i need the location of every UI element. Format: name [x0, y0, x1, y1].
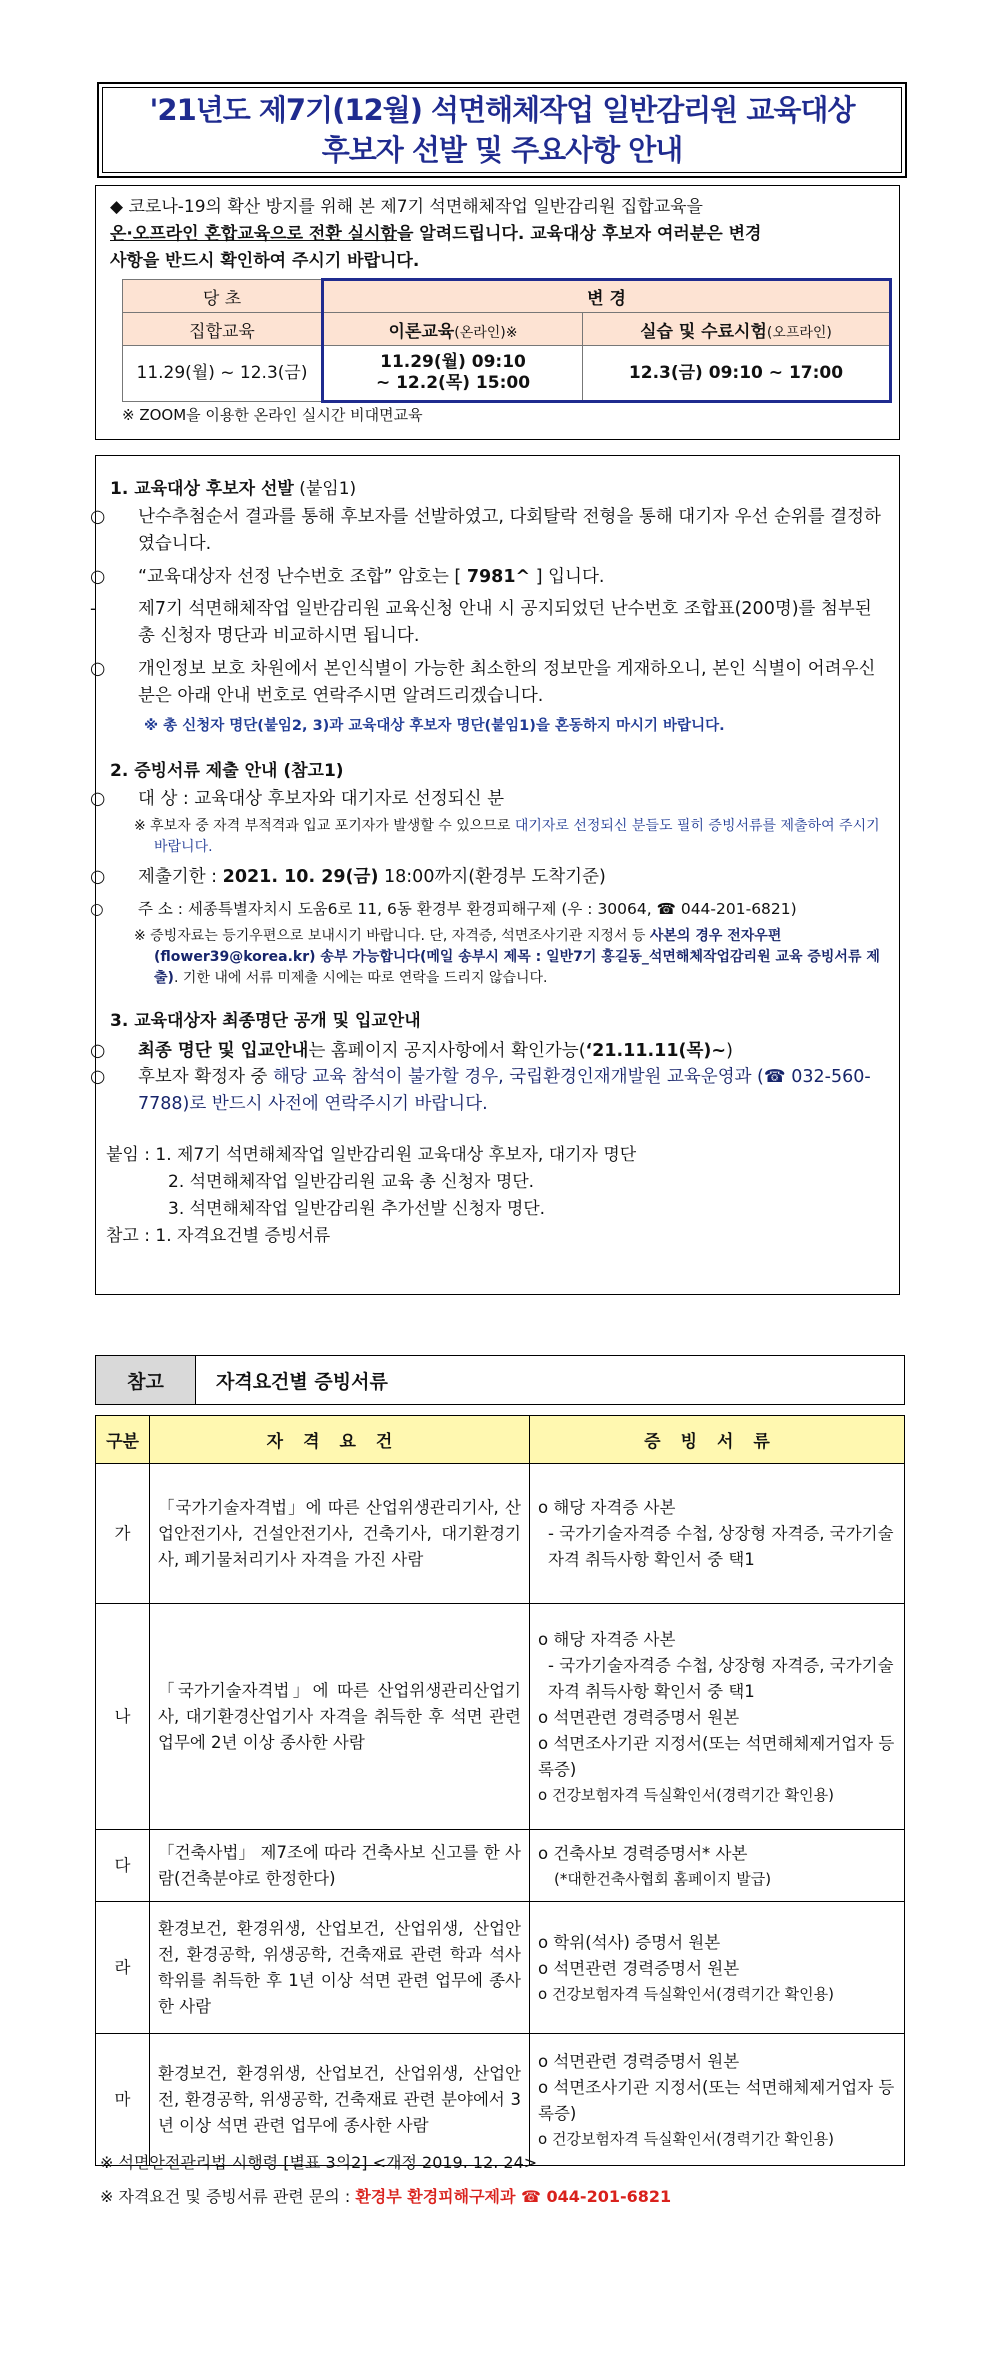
reference-header	[95, 1355, 905, 1405]
diamond-bullet-icon: ◆	[110, 197, 124, 217]
footer-law: ※ 석면안전관리법 시행령 [별표 3의2] <개정 2019. 12. 24>	[100, 2153, 538, 2172]
attachment-2: 2. 석면해체작업 일반감리원 교육 총 신청자 명단.	[168, 1172, 535, 1192]
section2-target: ○ 대 상 : 교육대상 후보자와 대기자로 선정되신 분	[90, 789, 505, 809]
table-row	[96, 1902, 905, 2034]
row-id: 나	[96, 1604, 150, 1830]
section2-target-note: ※ 후보자 중 자격 부적격과 입교 포기자가 발생할 수 있으므로 대기자로 선정되신 분들도 필히 증빙서류를 제출하여 주시기 바랍니다.	[134, 818, 880, 855]
table-row	[96, 1464, 905, 1604]
schedule-theory-date: 11.29(월) 09:10 ~ 12.2(목) 15:00	[323, 346, 583, 402]
notice-text	[110, 194, 885, 275]
table-row	[96, 1830, 905, 1902]
reference-1: 참고 : 1. 자격요건별 증빙서류	[106, 1226, 331, 1246]
title-inner	[102, 87, 902, 173]
notice-line3: 사항을 반드시 확인하여 주시기 바랍니다.	[110, 251, 420, 271]
attachments	[106, 1142, 636, 1250]
footer-contact: ※ 자격요건 및 증빙서류 관련 문의 : 환경부 환경피해구제과 ☎ 044-201-6821	[100, 2187, 672, 2206]
schedule-theory-label: 이론교육(온라인)※	[323, 313, 583, 346]
section3-heading: 3. 교육대상자 최종명단 공개 및 입교안내	[110, 1011, 421, 1031]
notice-line1: 코로나-19의 확산 방지를 위해 본 제7기 석면해체작업 일반감리원 집합교육을	[128, 197, 703, 217]
row-requirement: 환경보건, 환경위생, 산업보건, 산업위생, 산업안전, 환경공학, 위생공학, 건축재료 관련 분야에서 3년 이상 석면 관련 업무에 종사한 사람	[150, 2034, 530, 2166]
schedule-header-original: 당 초	[123, 280, 323, 313]
schedule-header-change: 변 경	[323, 280, 891, 313]
header-documents: 증빙서류	[530, 1416, 905, 1464]
page-title-line1: '21년도 제7기(12월) 석면해체작업 일반감리원 교육대상	[149, 93, 855, 127]
row-documents: o 해당 자격증 사본 - 국가기술자격증 수첩, 상장형 자격증, 국가기술자격 취득사항 확인서 중 택1 o 석면관련 경력증명서 원본 o 석면조사기관 지정서(또는 석면해체제거업자 등록증) o 건강보험자격 득실확인서(경력기간 확인용)	[530, 1604, 905, 1830]
row-documents: o 석면관련 경력증명서 원본 o 석면조사기관 지정서(또는 석면해체제거업자 등록증) o 건강보험자격 득실확인서(경력기간 확인용)	[530, 2034, 905, 2166]
schedule-table	[122, 278, 892, 403]
page-title-line2: 후보자 선발 및 주요사항 안내	[321, 133, 683, 167]
section1-note: ※ 총 신청자 명단(붙임2, 3)과 교육대상 후보자 명단(붙임1)을 혼동하지 마시기 바랍니다.	[144, 718, 725, 734]
section2-deadline: ○ 제출기한 : 2021. 10. 29(금) 18:00까지(환경부 도착기준)	[90, 867, 606, 887]
section1-item2: ○ “교육대상자 선정 난수번호 조합” 암호는 [ 7981^ ] 입니다.	[90, 567, 605, 587]
section3-item2: ○ 후보자 확정자 중 해당 교육 참석이 불가할 경우, 국립환경인재개발원 교육운영과 (☎ 032-560-7788)로 반드시 사전에 연락주시기 바랍니다.	[90, 1067, 871, 1114]
row-id: 다	[96, 1830, 150, 1902]
notice-line2-rest: 을 알려드립니다. 교육대상 후보자 여러분은 변경	[396, 224, 762, 244]
notice-box	[95, 185, 900, 440]
reference-title: 자격요건별 증빙서류	[216, 1370, 388, 1393]
row-id: 마	[96, 2034, 150, 2166]
section1-item3: - 제7기 석면해체작업 일반감리원 교육신청 안내 시 공지되었던 난수번호 조합표(200명)를 첨부된 총 신청자 명단과 비교하시면 됩니다.	[90, 599, 872, 646]
section2-address-note: ※ 증빙자료는 등기우편으로 보내시기 바랍니다. 단, 자격증, 석면조사기관 지정서 등 사본의 경우 전자우편(flower39@korea.kr) 송부 가능합니다(메일 송부시 제목 : 일반7기 홍길동_석면해체작업감리원 교육 증빙서류 제출). 기한 내에 서류 미제출 시에는 따로 연락을 드리지 않습니다.	[134, 928, 880, 986]
section1-heading: 1. 교육대상 후보자 선발 (붙임1)	[110, 479, 357, 499]
attachment-1: 붙임 : 1. 제7기 석면해체작업 일반감리원 교육대상 후보자, 대기자 명단	[106, 1145, 637, 1165]
row-requirement: 「건축사법」 제7조에 따라 건축사보 신고를 한 사람(건축분야로 한정한다)	[150, 1830, 530, 1902]
notice-line2-emph: 온·오프라인 혼합교육으로 전환 실시함	[110, 224, 397, 244]
attachment-3: 3. 석면해체작업 일반감리원 추가선발 신청자 명단.	[168, 1199, 546, 1219]
row-requirement: 「국가기술자격법」에 따른 산업위생관리기사, 산업안전기사, 건설안전기사, 건축기사, 대기환경기사, 폐기물처리기사 자격을 가진 사람	[150, 1464, 530, 1604]
schedule-original-date: 11.29(월) ~ 12.3(금)	[123, 346, 323, 402]
title-box	[97, 82, 907, 178]
section1-item4: ○ 개인정보 보호 차원에서 본인식별이 가능한 최소한의 정보만을 게재하오니, 본인 식별이 어려우신 분은 아래 안내 번호로 연락주시면 알려드리겠습니다.	[90, 659, 876, 706]
row-documents: o 해당 자격증 사본 - 국가기술자격증 수첩, 상장형 자격증, 국가기술자격 취득사항 확인서 중 택1	[530, 1464, 905, 1604]
row-requirement: 「국가기술자격법」에 따른 산업위생관리산업기사, 대기환경산업기사 자격을 취득한 후 석면 관련 업무에 2년 이상 종사한 사람	[150, 1604, 530, 1830]
schedule-original-type: 집합교육	[123, 313, 323, 346]
row-requirement: 환경보건, 환경위생, 산업보건, 산업위생, 산업안전, 환경공학, 위생공학, 건축재료 관련 학과 석사 학위를 취득한 후 1년 이상 석면 관련 업무에 종사한 사람	[150, 1902, 530, 2034]
requirements-table	[95, 1415, 905, 2166]
section3-item1: ○ 최종 명단 및 입교안내는 홈페이지 공지사항에서 확인가능(‘21.11.11(목)~)	[90, 1041, 733, 1061]
schedule-practice-label: 실습 및 수료시험(오프라인)	[583, 313, 891, 346]
row-documents: o 학위(석사) 증명서 원본 o 석면관련 경력증명서 원본 o 건강보험자격 득실확인서(경력기간 확인용)	[530, 1902, 905, 2034]
row-id: 라	[96, 1902, 150, 2034]
schedule-practice-date: 12.3(금) 09:10 ~ 17:00	[583, 346, 891, 402]
main-info-box	[90, 455, 900, 1295]
header-requirement: 자격요건	[150, 1416, 530, 1464]
header-gubun: 구분	[96, 1416, 150, 1464]
row-documents: o 건축사보 경력증명서* 사본 (*대한건축사협회 홈페이지 발급)	[530, 1830, 905, 1902]
row-id: 가	[96, 1464, 150, 1604]
table-row	[96, 2034, 905, 2166]
section2-heading: 2. 증빙서류 제출 안내 (참고1)	[110, 761, 344, 781]
section2-address: ○ 주 소 : 세종특별자치시 도움6로 11, 6동 환경부 환경피해구제 (우 : 30064, ☎ 044-201-6821)	[90, 900, 797, 918]
reference-tag: 참고	[96, 1356, 196, 1404]
zoom-note: ※ ZOOM을 이용한 온라인 실시간 비대면교육	[122, 406, 423, 424]
section1-item1: ○ 난수추첨순서 결과를 통해 후보자를 선발하였고, 다회탈락 전형을 통해 대기자 우선 순위를 결정하였습니다.	[90, 507, 881, 554]
table-row	[96, 1604, 905, 1830]
